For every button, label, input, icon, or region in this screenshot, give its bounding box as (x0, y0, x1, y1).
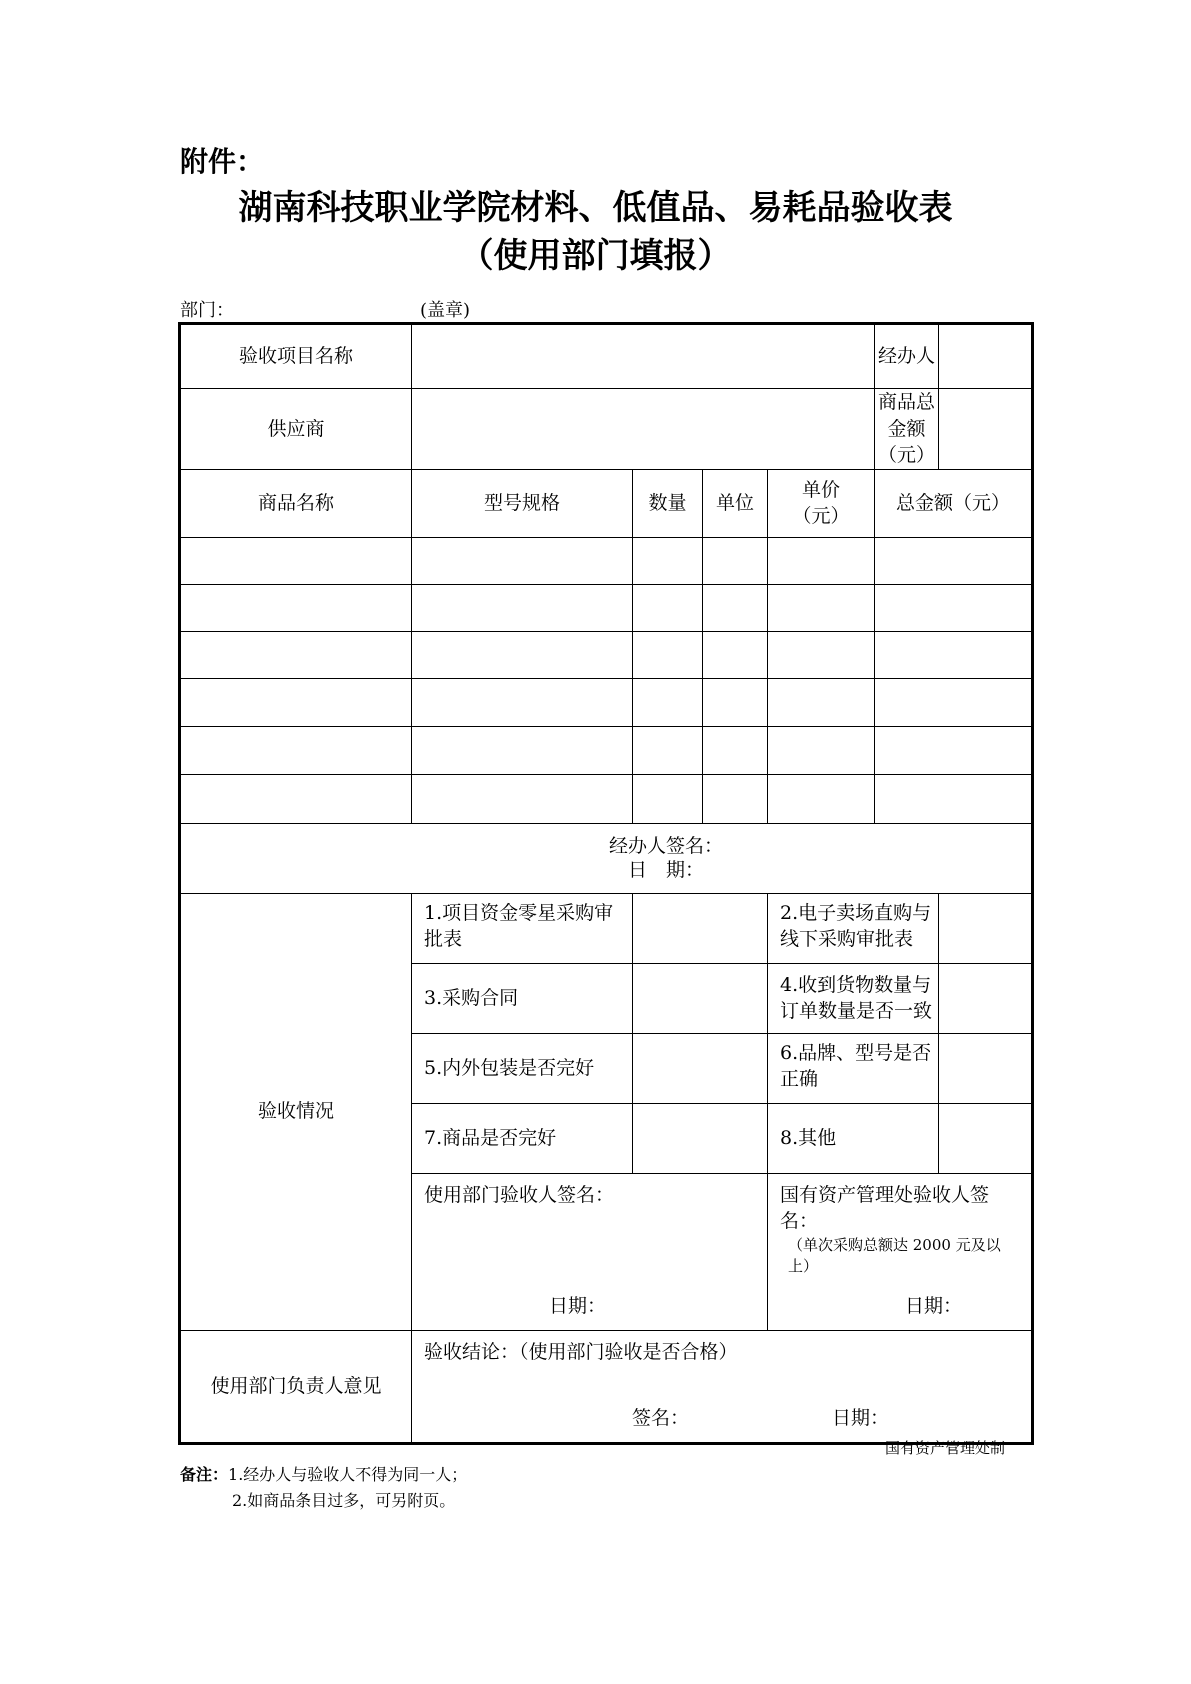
unit-price-cell[interactable] (768, 631, 875, 678)
attachment-label: 附件： (180, 145, 265, 178)
check-box-1[interactable] (633, 893, 768, 963)
acceptance-status-label: 验收情况 (180, 893, 412, 1330)
asset-acceptor-note: （单次采购总额达 2000 元及以上） (788, 1235, 1001, 1275)
check-item-7: 7.商品是否完好 (412, 1103, 633, 1173)
dept-acceptor-signature-cell[interactable] (412, 1173, 768, 1330)
model-spec-cell[interactable] (412, 678, 633, 726)
unit-cell[interactable] (703, 537, 768, 584)
table-row (180, 726, 1033, 774)
total-amount-cell[interactable] (875, 726, 1033, 774)
check-box-3[interactable] (633, 963, 768, 1033)
handler-date-label: 日 期： (627, 859, 704, 882)
check-box-6[interactable] (939, 1033, 1033, 1103)
form-subtitle: （使用部门填报） (459, 236, 732, 276)
total-amount-cell[interactable] (875, 584, 1033, 631)
table-row (180, 631, 1033, 678)
project-name-label: 验收项目名称 (180, 324, 412, 389)
goods-name-cell[interactable] (180, 537, 412, 584)
check-box-4[interactable] (939, 963, 1033, 1033)
handler-sign-label: 经办人签名： (608, 834, 723, 857)
head-opinion-label: 使用部门负责人意见 (180, 1330, 412, 1443)
head-sign-label: 签名： (632, 1407, 690, 1430)
remarks (180, 1462, 467, 1514)
dept-acceptor-sign-label: 使用部门验收人签名： (424, 1183, 615, 1206)
col-unit: 单位 (703, 469, 768, 537)
total-amount-cell[interactable] (875, 631, 1033, 678)
goods-name-cell[interactable] (180, 774, 412, 823)
check-item-1: 1.项目资金零星采购审批表 (412, 893, 633, 963)
unit-cell[interactable] (703, 678, 768, 726)
total-amount-cell[interactable] (875, 774, 1033, 823)
unit-price-cell[interactable] (768, 774, 875, 823)
model-spec-cell[interactable] (412, 537, 633, 584)
col-quantity: 数量 (633, 469, 703, 537)
unit-price-cell[interactable] (768, 537, 875, 584)
model-spec-cell[interactable] (412, 774, 633, 823)
unit-price-cell[interactable] (768, 678, 875, 726)
handler-label: 经办人 (875, 324, 939, 389)
total-amount-label: 商品总金额（元） (875, 389, 939, 470)
check-box-5[interactable] (633, 1033, 768, 1103)
handler-field[interactable] (939, 324, 1033, 389)
unit-cell[interactable] (703, 774, 768, 823)
model-spec-cell[interactable] (412, 726, 633, 774)
remark-label: 备注： (180, 1465, 229, 1484)
quantity-cell[interactable] (633, 631, 703, 678)
quantity-cell[interactable] (633, 774, 703, 823)
project-name-field[interactable] (412, 324, 875, 389)
handler-signature-cell[interactable] (180, 823, 1033, 893)
quantity-cell[interactable] (633, 584, 703, 631)
table-row (180, 584, 1033, 631)
goods-name-cell[interactable] (180, 678, 412, 726)
goods-name-cell[interactable] (180, 726, 412, 774)
goods-name-cell[interactable] (180, 584, 412, 631)
unit-price-cell[interactable] (768, 584, 875, 631)
unit-cell[interactable] (703, 726, 768, 774)
remark-1: 1.经办人与验收人不得为同一人； (228, 1465, 468, 1484)
supplier-label: 供应商 (180, 389, 412, 470)
form-title: 湖南科技职业学院材料、低值品、易耗品验收表 (238, 188, 953, 228)
check-item-5: 5.内外包装是否完好 (412, 1033, 633, 1103)
conclusion-label: 验收结论：（使用部门验收是否合格） (424, 1340, 738, 1363)
remark-2: 2.如商品条目过多，可另附页。 (232, 1491, 456, 1510)
acceptance-form-table (178, 322, 1034, 1445)
model-spec-cell[interactable] (412, 584, 633, 631)
col-goods-name: 商品名称 (180, 469, 412, 537)
asset-acceptor-date-label: 日期： (905, 1295, 963, 1318)
check-item-3: 3.采购合同 (412, 963, 633, 1033)
goods-header-row (180, 469, 1033, 537)
model-spec-cell[interactable] (412, 631, 633, 678)
check-box-7[interactable] (633, 1103, 768, 1173)
dept-acceptor-date-label: 日期： (549, 1295, 607, 1318)
check-item-2: 2.电子卖场直购与线下采购审批表 (768, 893, 939, 963)
check-box-2[interactable] (939, 893, 1033, 963)
unit-price-cell[interactable] (768, 726, 875, 774)
issuer-label: 国有资产管理处制 (884, 1439, 1005, 1457)
col-unit-price: 单价（元） (768, 469, 875, 537)
unit-cell[interactable] (703, 631, 768, 678)
total-amount-field[interactable] (939, 389, 1033, 470)
asset-acceptor-signature-cell[interactable] (768, 1173, 1033, 1330)
supplier-field[interactable] (412, 389, 875, 470)
check-item-6: 6.品牌、型号是否正确 (768, 1033, 939, 1103)
check-item-8: 8.其他 (768, 1103, 939, 1173)
table-row (180, 774, 1033, 823)
department-label: 部门： (180, 300, 234, 321)
head-date-label: 日期： (832, 1407, 890, 1430)
total-amount-cell[interactable] (875, 537, 1033, 584)
goods-name-cell[interactable] (180, 631, 412, 678)
table-row (180, 678, 1033, 726)
unit-cell[interactable] (703, 584, 768, 631)
quantity-cell[interactable] (633, 537, 703, 584)
col-model-spec: 型号规格 (412, 469, 633, 537)
check-box-8[interactable] (939, 1103, 1033, 1173)
total-amount-cell[interactable] (875, 678, 1033, 726)
table-row (180, 537, 1033, 584)
head-opinion-cell[interactable] (412, 1330, 1033, 1443)
seal-label: (盖章) (420, 300, 471, 321)
check-item-4: 4.收到货物数量与订单数量是否一致 (768, 963, 939, 1033)
quantity-cell[interactable] (633, 726, 703, 774)
asset-acceptor-sign-label: 国有资产管理处验收人签名： (780, 1183, 990, 1233)
col-total-amount: 总金额（元） (875, 469, 1033, 537)
quantity-cell[interactable] (633, 678, 703, 726)
